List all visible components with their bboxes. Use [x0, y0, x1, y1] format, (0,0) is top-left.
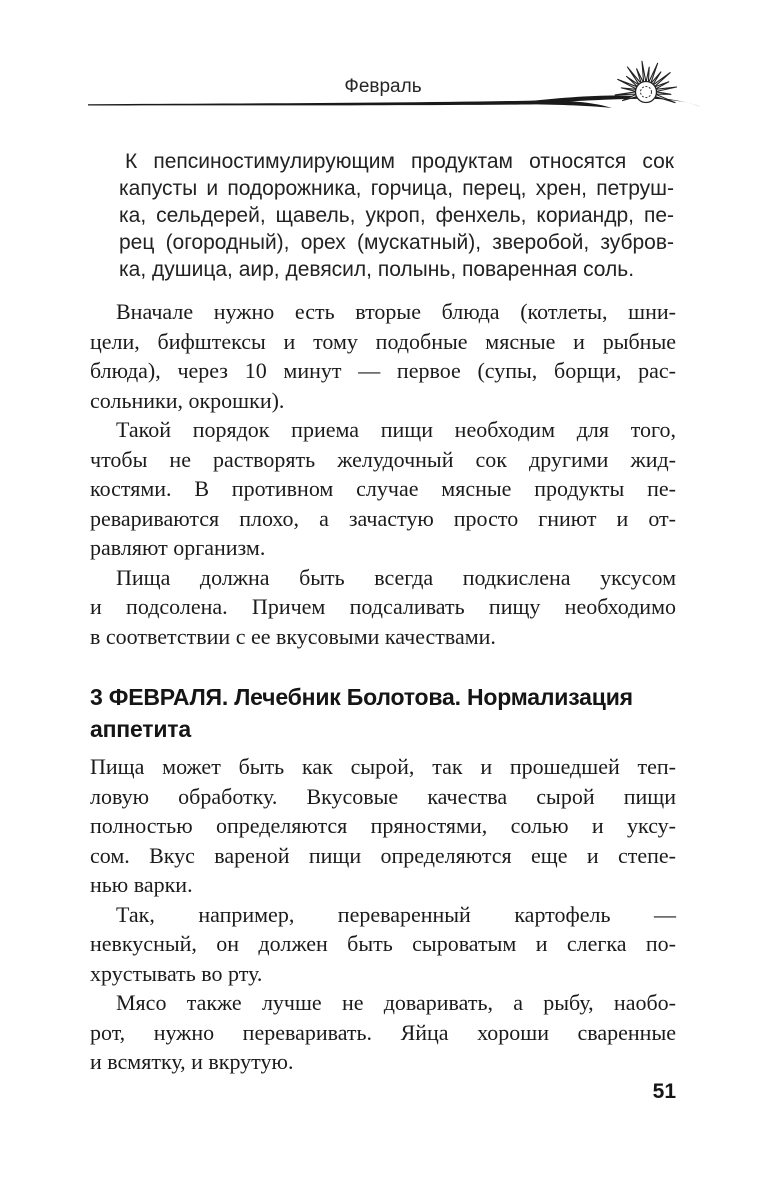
- paragraph: [90, 900, 676, 989]
- text-line: хрустывать во рту.: [90, 960, 263, 986]
- text-line: капусты и подорожника, горчица, перец, хрен, петруш-: [119, 177, 674, 200]
- text-line: блюда), через 10 минут — первое (супы, борщи, рас-: [90, 358, 676, 383]
- text-line: Мясо также лучше не доваривать, а рыбу, наобо-: [116, 990, 676, 1015]
- paragraph: [90, 415, 676, 563]
- text-line: Пища может быть как сырой, так и прошедшей теп-: [90, 754, 676, 779]
- text-line: и всмятку, и вкрутую.: [90, 1049, 294, 1074]
- text-line: невкусный, он должен быть сыроватым и слегка по-: [90, 931, 676, 956]
- text-line: сом. Вкус вареной пищи определяются еще и степе-: [90, 842, 676, 868]
- text-line: ка, сельдерей, щавель, укроп, фенхель, кориандр, пе-: [119, 204, 674, 227]
- text-line: ка, душица, аир, девясил, полынь, поваренная соль.: [119, 258, 635, 281]
- sunflower-petal: [621, 88, 636, 92]
- text-line: сольники, окрошки).: [90, 387, 285, 413]
- text-line: полностью определяются пряностями, солью и уксу-: [90, 813, 676, 838]
- text-line: К пепсиностимулирующим продуктам относятся сок: [125, 150, 674, 173]
- header-rule: [88, 52, 704, 114]
- text-line: чтобы не растворять желудочный сок другими жид-: [90, 446, 676, 472]
- sunflower-petal: [656, 92, 671, 95]
- sunflower-petal: [642, 61, 646, 82]
- sunflower-disk: [636, 82, 657, 103]
- text-line: и подсолена. Причем подсаливать пищу необходимо: [90, 594, 676, 619]
- sunflower-petal: [615, 92, 636, 95]
- content-blocks: [90, 148, 676, 1077]
- running-head-title: Февраль: [344, 76, 422, 97]
- text-line: ревариваются плохо, а зачастую просто гниют и от-: [90, 505, 676, 531]
- quote-block: [119, 148, 674, 283]
- paragraph: [90, 752, 676, 900]
- section-heading: 3 ФЕВРАЛЯ. Лечебник Болотова. Нормализация аппетита: [90, 684, 633, 742]
- running-head: [90, 0, 676, 148]
- text-line: Так, например, переваренный картофель —: [116, 901, 676, 927]
- text-line: Вначале нужно есть вторые блюда (котлеты, шни-: [116, 299, 676, 324]
- text-line: рец (огородный), орех (мускатный), зверобой, зубров-: [119, 231, 674, 254]
- text-line: равляют организм.: [90, 535, 266, 560]
- paragraph: [90, 563, 676, 652]
- text-line: костями. В противном случае мясные продукты пе-: [90, 476, 676, 501]
- text-line: Такой порядок приема пищи необходим для того,: [116, 417, 676, 442]
- text-line: ловую обработку. Вкусовые качества сырой пищи: [90, 783, 676, 809]
- text-line: рот, нужно переваривать. Яйца хороши сваренные: [90, 1019, 676, 1045]
- sunflower-petal: [646, 67, 649, 82]
- page-number: 51: [652, 1080, 676, 1103]
- header-rule-swash: [518, 96, 702, 108]
- paragraph: [90, 297, 676, 415]
- paragraph: [90, 988, 676, 1077]
- text-line: Пища должна быть всегда подкислена уксусом: [116, 564, 676, 590]
- text-line: цели, бифштексы и тому подобные мясные и рыбные: [90, 328, 676, 354]
- text-line: нью варки.: [90, 872, 193, 897]
- text-line: в соответствии с ее вкусовыми качествами.: [90, 623, 496, 649]
